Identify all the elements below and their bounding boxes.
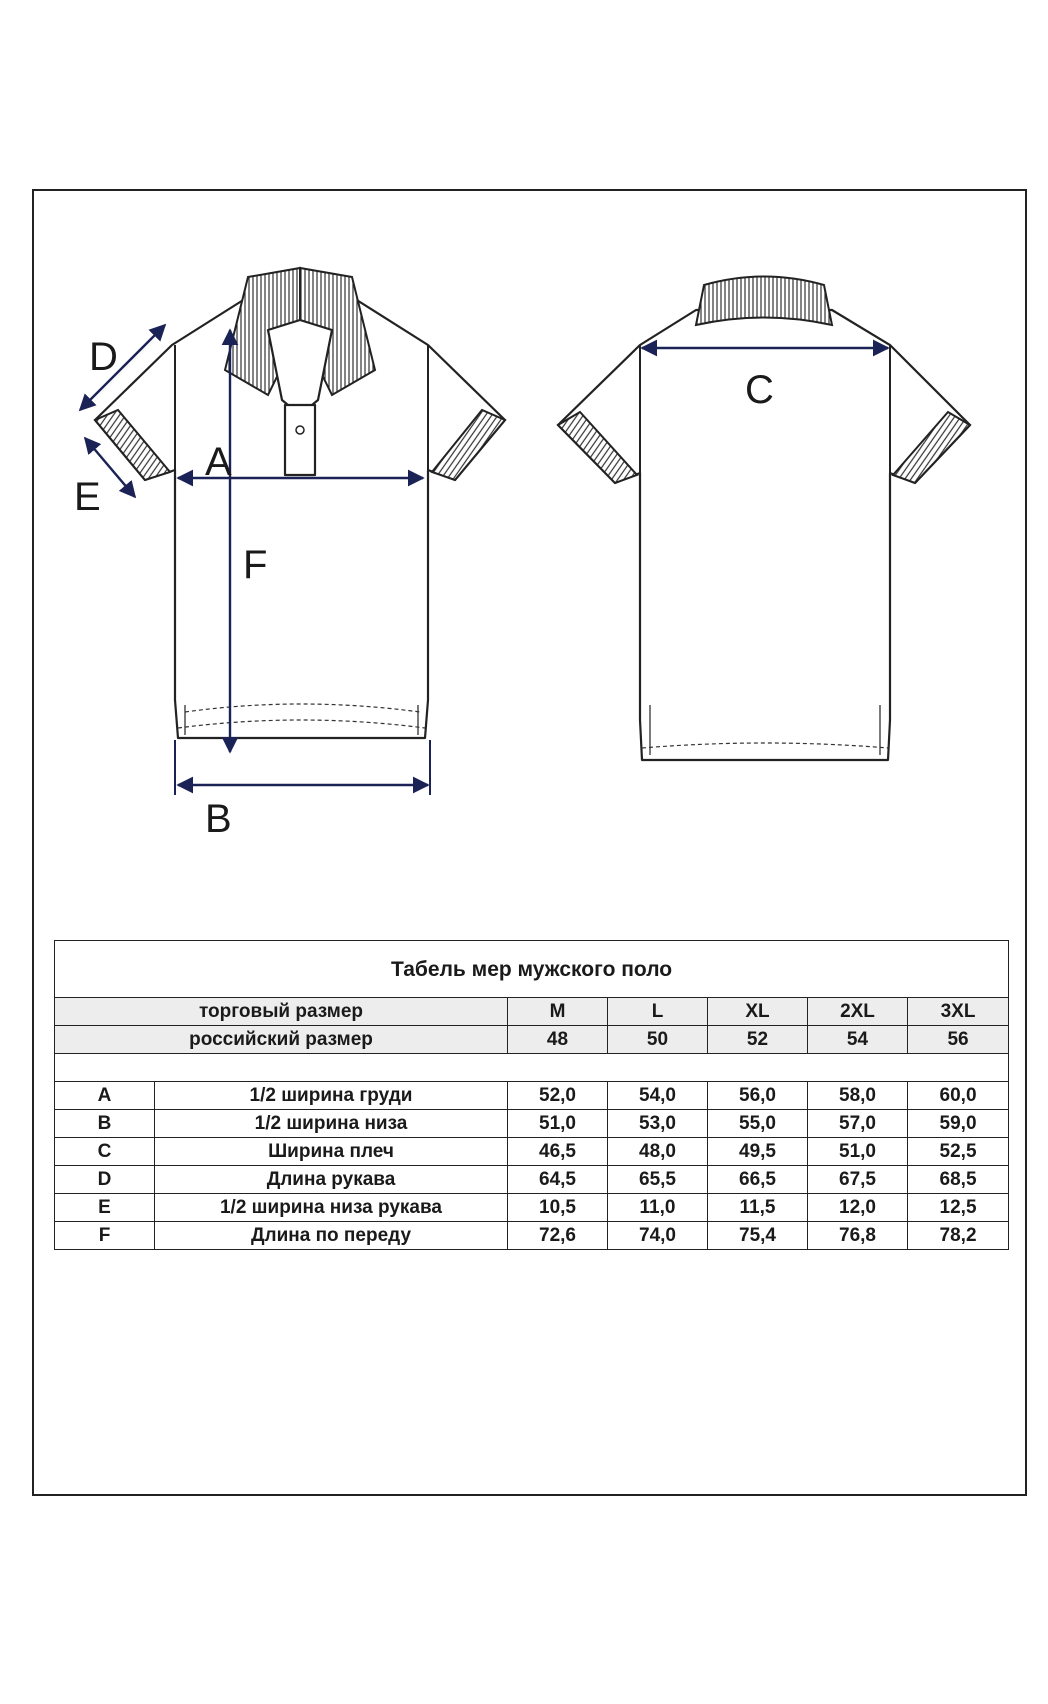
measure-name: 1/2 ширина груди	[155, 1082, 508, 1110]
trade-size-label: торговый размер	[55, 998, 508, 1026]
russian-size: 48	[508, 1026, 608, 1054]
russian-size: 50	[608, 1026, 708, 1054]
measure-value: 59,0	[908, 1110, 1009, 1138]
table-row	[55, 1194, 1009, 1222]
measure-value: 12,5	[908, 1194, 1009, 1222]
measure-code: F	[55, 1222, 155, 1250]
polo-front-drawing	[74, 268, 505, 841]
measure-value: 75,4	[708, 1222, 808, 1250]
measure-name: Ширина плеч	[155, 1138, 508, 1166]
table-row	[55, 1082, 1009, 1110]
measure-value: 54,0	[608, 1082, 708, 1110]
measure-code: A	[55, 1082, 155, 1110]
table-row	[55, 1138, 1009, 1166]
measure-value: 74,0	[608, 1222, 708, 1250]
russian-size-label: российский размер	[55, 1026, 508, 1054]
label-c: C	[745, 368, 774, 412]
measure-value: 10,5	[508, 1194, 608, 1222]
table-row	[55, 1110, 1009, 1138]
measure-value: 12,0	[808, 1194, 908, 1222]
measure-value: 52,0	[508, 1082, 608, 1110]
measure-name: 1/2 ширина низа	[155, 1110, 508, 1138]
table-spacer-row	[55, 1054, 1009, 1082]
size-header: M	[508, 998, 608, 1026]
measure-code: E	[55, 1194, 155, 1222]
measure-value: 56,0	[708, 1082, 808, 1110]
measure-value: 11,0	[608, 1194, 708, 1222]
russian-size: 54	[808, 1026, 908, 1054]
size-header: 2XL	[808, 998, 908, 1026]
label-b: B	[205, 797, 232, 841]
measure-value: 64,5	[508, 1166, 608, 1194]
front-placket	[285, 405, 315, 475]
measure-value: 51,0	[808, 1138, 908, 1166]
measure-value: 76,8	[808, 1222, 908, 1250]
label-a: A	[205, 440, 232, 484]
measure-value: 67,5	[808, 1166, 908, 1194]
measure-value: 52,5	[908, 1138, 1009, 1166]
measure-code: D	[55, 1166, 155, 1194]
table-title: Табель мер мужского поло	[55, 941, 1009, 998]
label-e: E	[74, 475, 101, 519]
measure-value: 58,0	[808, 1082, 908, 1110]
russian-size: 52	[708, 1026, 808, 1054]
measure-value: 57,0	[808, 1110, 908, 1138]
measure-value: 11,5	[708, 1194, 808, 1222]
size-table	[54, 940, 1009, 1250]
size-header: 3XL	[908, 998, 1009, 1026]
table-row	[55, 1166, 1009, 1194]
back-collar	[696, 277, 832, 326]
button-icon	[296, 426, 304, 434]
measure-value: 49,5	[708, 1138, 808, 1166]
label-f: F	[243, 543, 268, 587]
measure-name: Длина по переду	[155, 1222, 508, 1250]
measure-name: 1/2 ширина низа рукава	[155, 1194, 508, 1222]
measure-value: 78,2	[908, 1222, 1009, 1250]
label-d: D	[89, 335, 118, 379]
measure-value: 68,5	[908, 1166, 1009, 1194]
measure-code: B	[55, 1110, 155, 1138]
measure-code: C	[55, 1138, 155, 1166]
russian-size: 56	[908, 1026, 1009, 1054]
measure-name: Длина рукава	[155, 1166, 508, 1194]
measure-value: 65,5	[608, 1166, 708, 1194]
polo-back-drawing	[558, 277, 970, 761]
measure-value: 55,0	[708, 1110, 808, 1138]
table-row	[55, 1222, 1009, 1250]
measure-value: 48,0	[608, 1138, 708, 1166]
measure-value: 72,6	[508, 1222, 608, 1250]
measurement-rows	[55, 1082, 1009, 1250]
size-header: XL	[708, 998, 808, 1026]
measure-value: 51,0	[508, 1110, 608, 1138]
measure-value: 60,0	[908, 1082, 1009, 1110]
measure-value: 66,5	[708, 1166, 808, 1194]
measure-value: 53,0	[608, 1110, 708, 1138]
size-header: L	[608, 998, 708, 1026]
measure-value: 46,5	[508, 1138, 608, 1166]
